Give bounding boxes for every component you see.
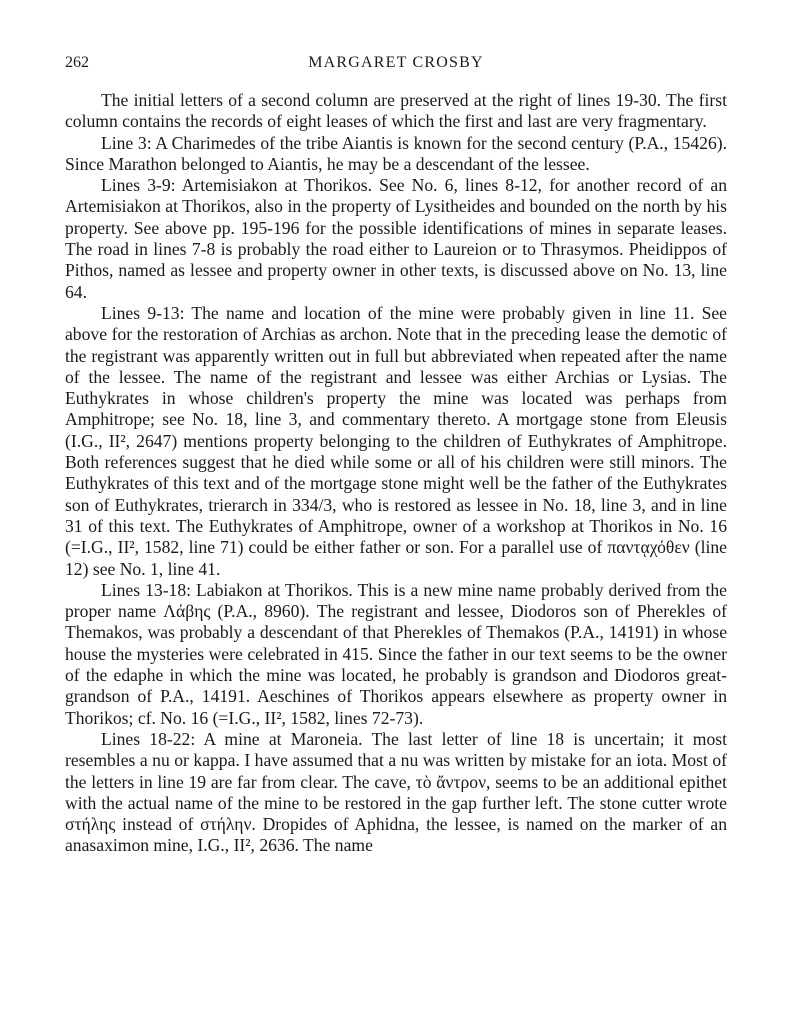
paragraph-lines-9-13: Lines 9-13: The name and location of the mine were probably given in line 11. See above for the restoration of Archias as archon. Note that in the preceding lease the demotic of the registrant was apparently written out in full but abbreviated when repeated after the name of the lessee. The name of the registrant and lessee was either Archias or Lysias. The Euthykrates in whose children's property the mine was located was perhaps from Amphitrope; see No. 18, line 3, and commentary thereto. A mortgage stone from Eleusis (I.G., II², 2647) mentions property belonging to the children of Euthykrates of Amphitrope. Both references suggest that he died while some or all of his children were still minors. The Euthykrates of this text and of the mortgage stone might well be the father of the Euthykrates son of Euthykrates, trierarch in 334/3, who is restored as lessee in No. 18, line 3, and in line 31 of this text. The Euthykrates of Amphitrope, owner of a workshop at Thorikos in No. 16 (=I.G., II², 1582, line 71) could be either father or son. For a parallel use of παντᾳχόθεν (line 12) see No. 1, line 41.	[65, 302, 727, 579]
paragraph-lines-13-18: Lines 13-18: Labiakon at Thorikos. This is a new mine name probably derived from the proper name Λάβης (P.A., 8960). The registrant and lessee, Diodoros son of Pherekles of Themakos, was probably a descendant of that Pherekles of Themakos (P.A., 14191) in whose house the mysteries were celebrated in 415. Since the father in our text seems to be the owner of the edaphe in which the mine was located, he probably is grandson and Diodoros great-grandson of P.A., 14191. Aeschines of Thorikos appears elsewhere as property owner in Thorikos; cf. No. 16 (=I.G., II², 1582, lines 72-73).	[65, 579, 727, 728]
page-number: 262	[65, 54, 89, 71]
paragraph-lines-18-22: Lines 18-22: A mine at Maroneia. The last letter of line 18 is uncertain; it most resembles a nu or kappa. I have assumed that a nu was written by mistake for an iota. Most of the letters in line 19 are far from clear. The cave, τὸ ἄντρον, seems to be an additional epithet with the actual name of the mine to be restored in the gap further left. The stone cutter wrote στήλης instead of στήλην. Dropides of Aphidna, the lessee, is named on the marker of an anasaximon mine, I.G., II², 2636. The name	[65, 728, 727, 856]
running-head: MARGARET CROSBY	[308, 54, 484, 71]
paragraph-line-3: Line 3: A Charimedes of the tribe Aiantis is known for the second century (P.A., 15426). Since Marathon belonged to Aiantis, he may be a descendant of the lessee.	[65, 132, 727, 174]
paragraph-intro: The initial letters of a second column are preserved at the right of lines 19-30. The first column contains the records of eight leases of which the first and last are very fragmentary.	[65, 90, 727, 132]
page-header	[65, 52, 727, 74]
page	[65, 52, 727, 857]
paragraph-lines-3-9: Lines 3-9: Artemisiakon at Thorikos. See No. 6, lines 8-12, for another record of an Artemisiakon at Thorikos, also in the property of Lysitheides and bounded on the north by his property. See above pp. 195-196 for the possible identifications of mines in separate leases. The road in lines 7-8 is probably the road either to Laureion or to Thrasymos. Pheidippos of Pithos, named as lessee and property owner in other texts, is discussed above on No. 13, line 64.	[65, 175, 727, 302]
